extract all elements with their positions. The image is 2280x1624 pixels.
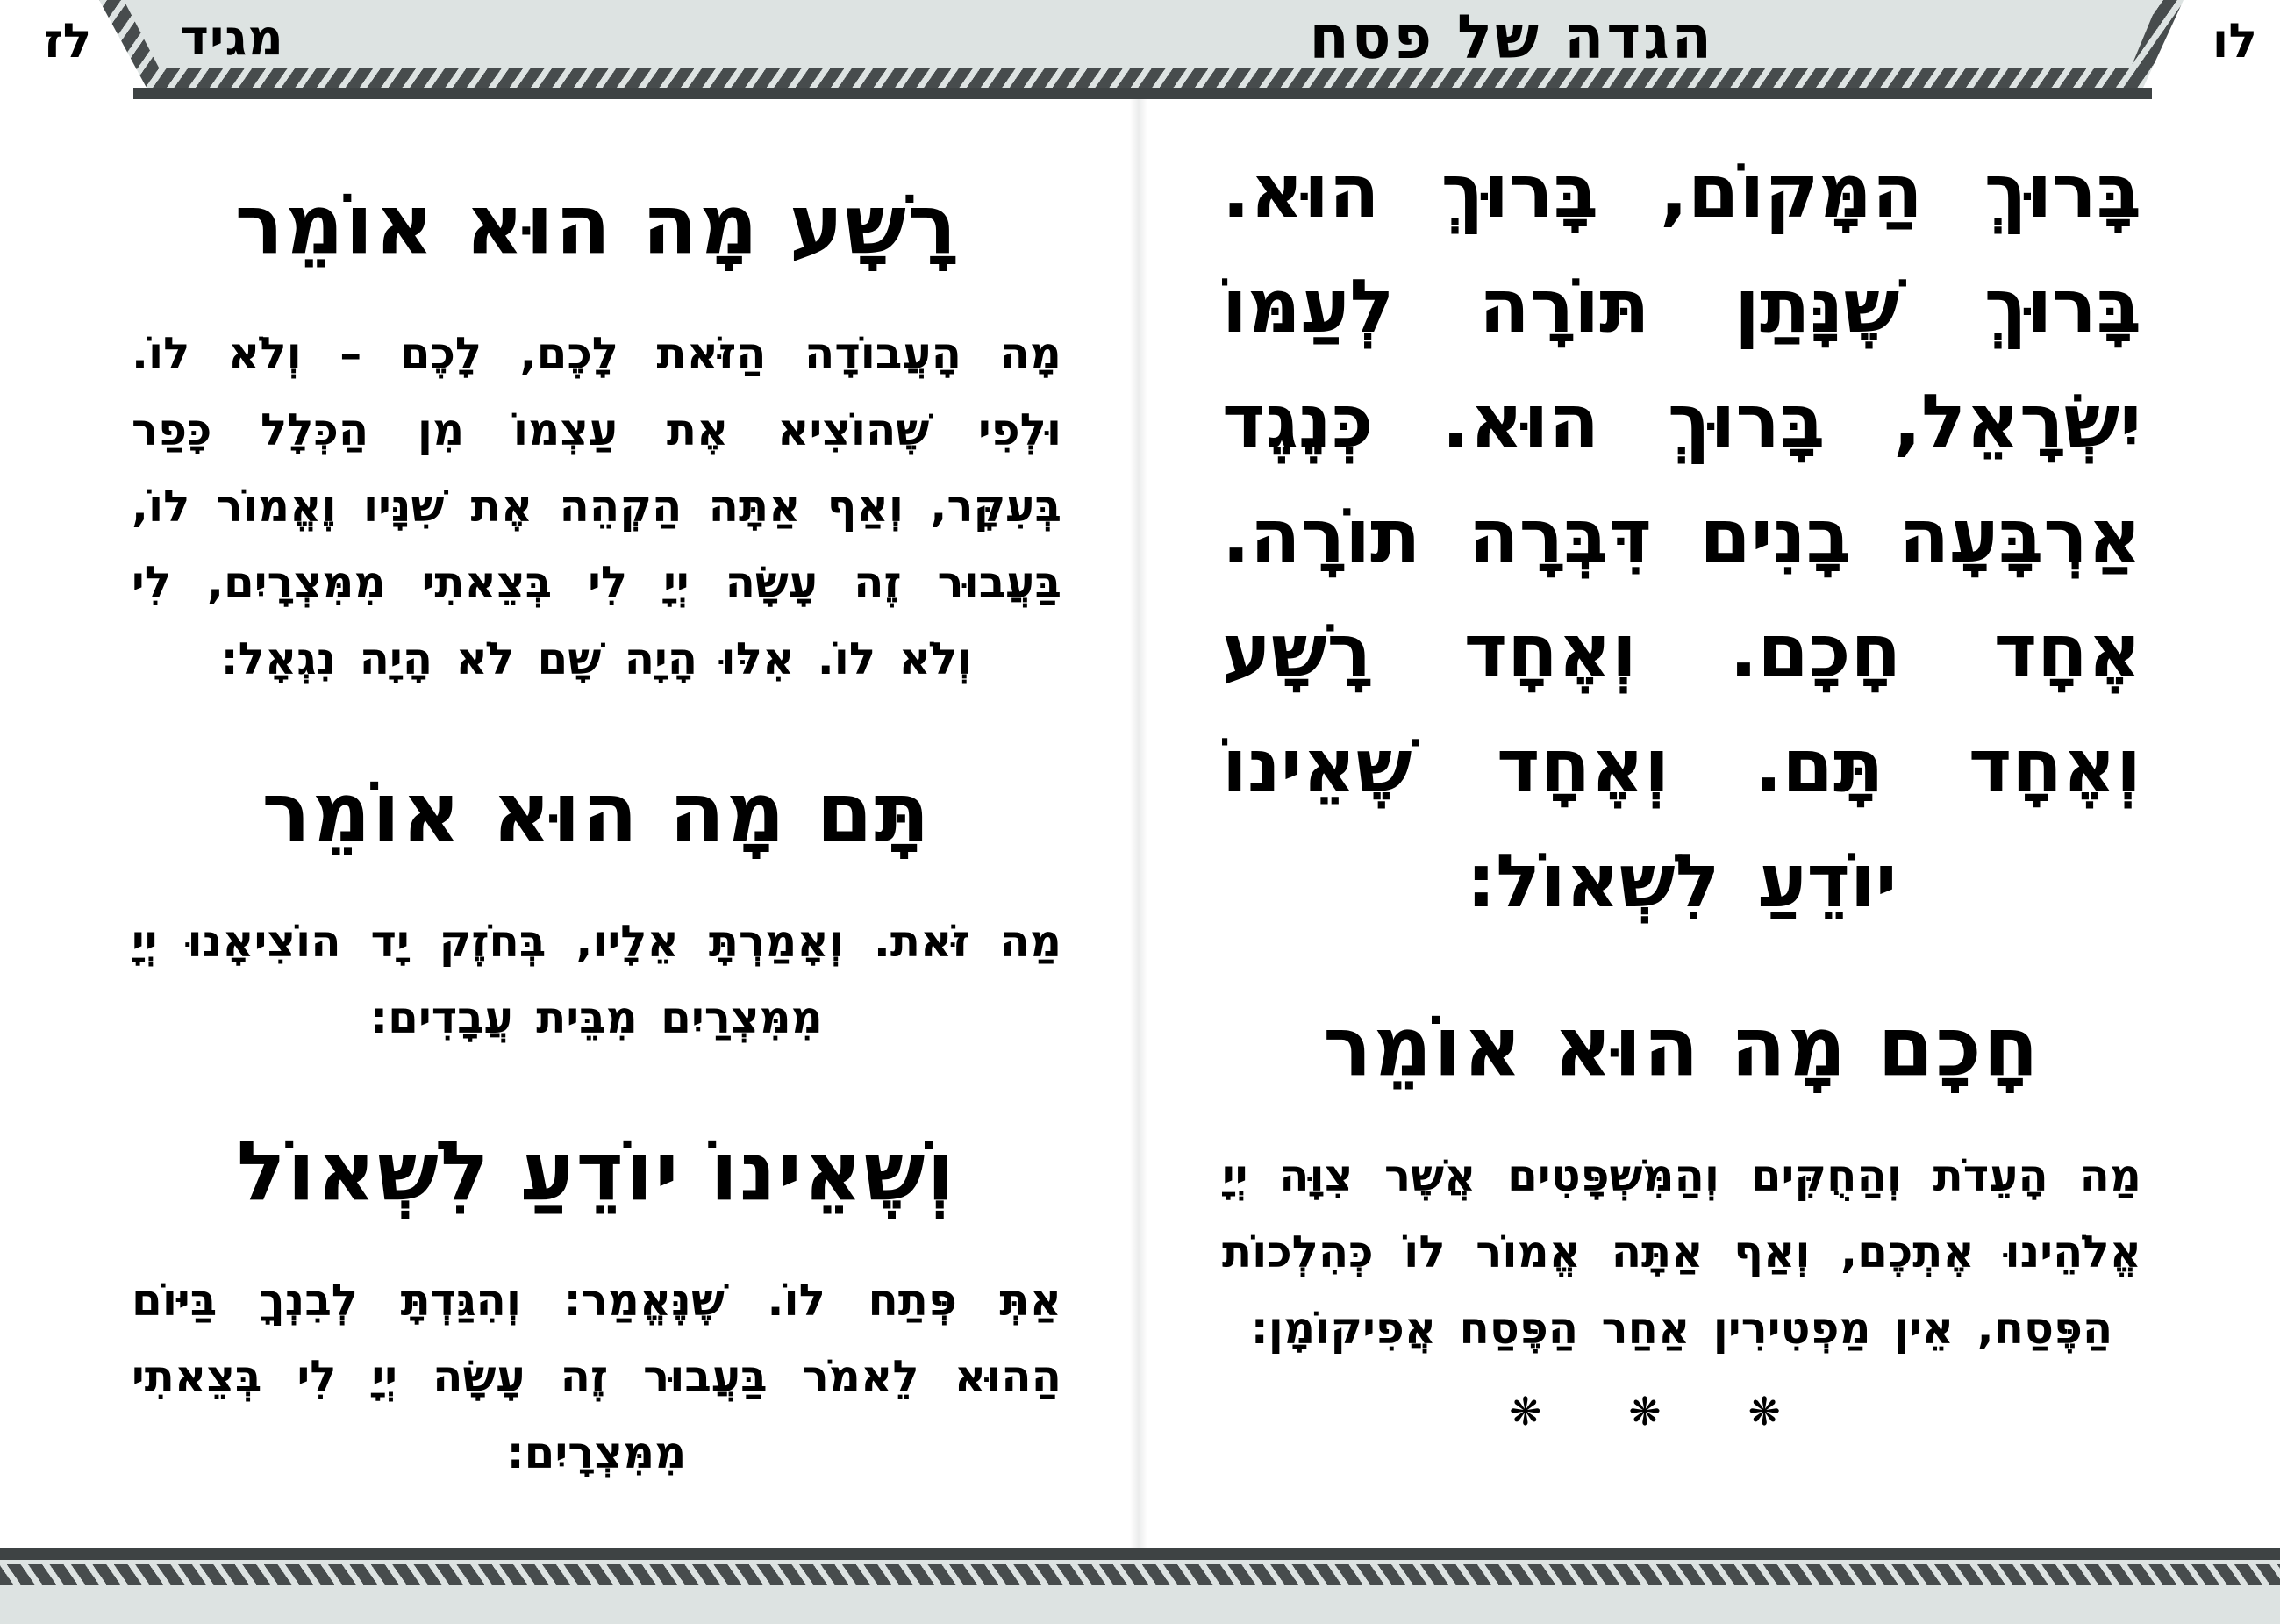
- bottom-band: [0, 1585, 2280, 1624]
- chacham-paragraph: מַה הָעֵדֹת וְהַחֻקִּים וְהַמִּשְׁפָּטִים אֲשֶׁר צִוָּה יְיָ אֱלֹהֵינוּ אֶתְכֶם, וְאַף אַתָּה אֱמוֹר לוֹ כְּהִלְכוֹת הַפֶּסַח, אֵין מַפְטִירִין אַחַר הַפֶּסַח אֲפִיקוֹמָן:: [1222, 1150, 2141, 1355]
- baruch-hamakom-paragraph: בָּרוּךְ הַמָּקוֹם, בָּרוּךְ הוּא. בָּרוּךְ שֶׁנָּתַן תּוֹרָה לְעַמּוֹ יִשְׂרָאֵל, בָּרוּךְ הוּא. כְּנֶגֶד אַרְבָּעָה בָנִים דִּבְּרָה תוֹרָה. אֶחָד חָכָם. וְאֶחָד רָשָׁע וְאֶחָד תָּם. וְאֶחָד שֶׁאֵינוֹ יוֹדֵעַ לִשְׁאוֹל:: [1222, 148, 2141, 925]
- book-fold-shadow: [1130, 99, 1147, 1549]
- sheeino-heading: וְשֶׁאֵינוֹ יוֹדֵעַ לִשְׁאוֹל: [236, 1123, 957, 1220]
- rasha-paragraph: מָה הָעֲבוֹדָה הַזֹּאת לָכֶם, לָכֶם – וְלֹא לוֹ. וּלְפִי שֶׁהוֹצִיא אֶת עַצְמוֹ מִן הַכְּלָל כָּפַר בְּעִקָּר, וְאַף אַתָּה הַקְהֵה אֶת שִׁנָּיו וֶאֱמוֹר לוֹ, בַּעֲבוּר זֶה עָשָׂה יְיָ לִי בְּצֵאתִי מִמִּצְרָיִם, לִי וְלֹא לוֹ. אִלּוּ הָיָה שָׁם לֹא הָיָה נִגְאָל:: [132, 328, 1061, 685]
- header-rule: [133, 88, 2152, 99]
- tam-heading: תָּם מָה הוּא אוֹמֵר: [261, 764, 932, 862]
- content-area: [0, 99, 2280, 1549]
- page-number-left: לז: [44, 13, 92, 68]
- rasha-heading: רָשָׁע מָה הוּא אוֹמֵר: [234, 176, 959, 274]
- page-number-right: לו: [2212, 13, 2257, 68]
- page-left-37: [132, 99, 1061, 1549]
- bottom-rule: [0, 1548, 2280, 1560]
- tam-paragraph: מַה זֹּאת. וְאָמַרְתָּ אֵלָיו, בְּחֹזֶק יָד הוֹצִיאָנוּ יְיָ מִמִּצְרַיִם מִבֵּית עֲבָדִים:: [132, 916, 1061, 1044]
- bottom-rope-border: [0, 1564, 2280, 1585]
- ornament-row: ❋ ❋ ❋: [1509, 1390, 1818, 1435]
- section-label-magid: מגיד: [180, 10, 284, 67]
- book-title: הגדה של פסח: [1309, 2, 1714, 73]
- header-band: [0, 0, 2280, 73]
- sheeino-paragraph: אַתְּ פְּתַח לוֹ. שֶׁנֶּאֱמַר: וְהִגַּדְתָּ לְבִנְךָ בַּיּוֹם הַהוּא לֵאמֹר בַּעֲבוּר זֶה עָשָׂה יְיָ לִי בְּצֵאתִי מִמִּצְרָיִם:: [132, 1275, 1061, 1479]
- page-right-36: [1222, 99, 2141, 1549]
- chacham-heading: חָכָם מָה הוּא אוֹמֵר: [1323, 999, 2041, 1096]
